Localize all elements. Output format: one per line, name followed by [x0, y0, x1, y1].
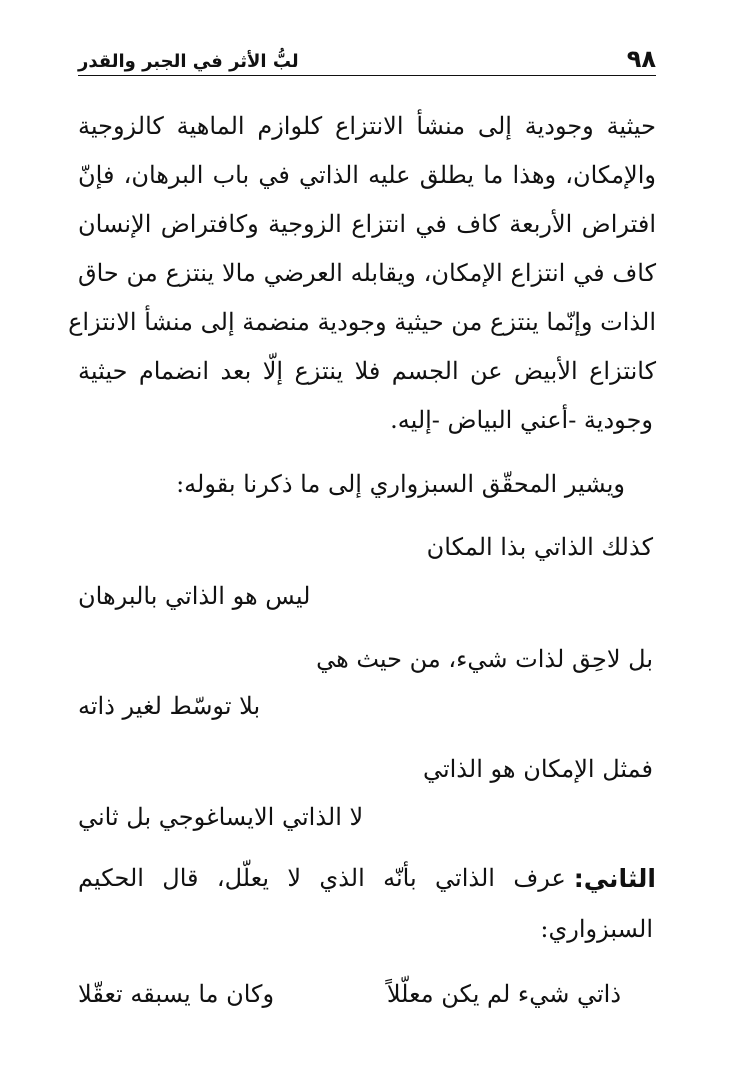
paragraph-line: كانتزاع الأبيض عن الجسم فلا ينتزع إلّا بعد انضمام حيثية [78, 357, 656, 385]
final-verse-right-hemistich: ذاتي شيء لم يكن معلّلاً [386, 980, 621, 1008]
verse-second-hemistich: لا الذاتي الايساغوجي بل ثاني [78, 803, 364, 831]
verse-second-hemistich: ليس هو الذاتي بالبرهان [78, 582, 311, 610]
paragraph-line: والإمكان، وهذا ما يطلق عليه الذاتي في باب البرهان، فإنّ [78, 161, 656, 189]
paragraph-line: وجودية -أعني البياض -إليه. [390, 406, 653, 434]
page-number: ٩٨ [626, 45, 656, 73]
paragraph-line: حيثية وجودية إلى منشأ الانتزاع كلوازم الماهية كالزوجية [78, 112, 656, 140]
verse-second-hemistich: بلا توسّط لغير ذاته [78, 692, 261, 720]
verse-first-hemistich: فمثل الإمكان هو الذاتي [422, 755, 653, 783]
paragraph-line: الذات وإنّما ينتزع من حيثية وجودية منضمة إلى منشأ الانتزاع [68, 308, 656, 336]
running-title: لبُّ الأثر في الجبر والقدر [78, 51, 299, 72]
intro-line: ويشير المحقّق السبزواري إلى ما ذكرنا بقوله: [176, 470, 625, 498]
second-point-text: عرف الذاتي بأنّه الذي لا يعلّل، قال الحكيم [78, 864, 566, 892]
paragraph-line: افتراض الأربعة كاف في انتزاع الزوجية وكافتراض الإنسان [78, 210, 656, 238]
final-verse-left-hemistich: وكان ما يسبقه تعقّلا [78, 980, 275, 1008]
verse-first-hemistich: كذلك الذاتي بذا المكان [426, 533, 653, 561]
verse-first-hemistich: بل لاحِق لذات شيء، من حيث هي [316, 645, 653, 673]
second-point-line [78, 866, 656, 891]
second-point-continuation: السبزواري: [540, 915, 653, 943]
page-header [78, 30, 656, 76]
second-point-label: الثاني: [573, 864, 656, 893]
paragraph-line: كاف في انتزاع الإمكان، ويقابله العرضي مالا ينتزع من حاق [78, 259, 656, 287]
